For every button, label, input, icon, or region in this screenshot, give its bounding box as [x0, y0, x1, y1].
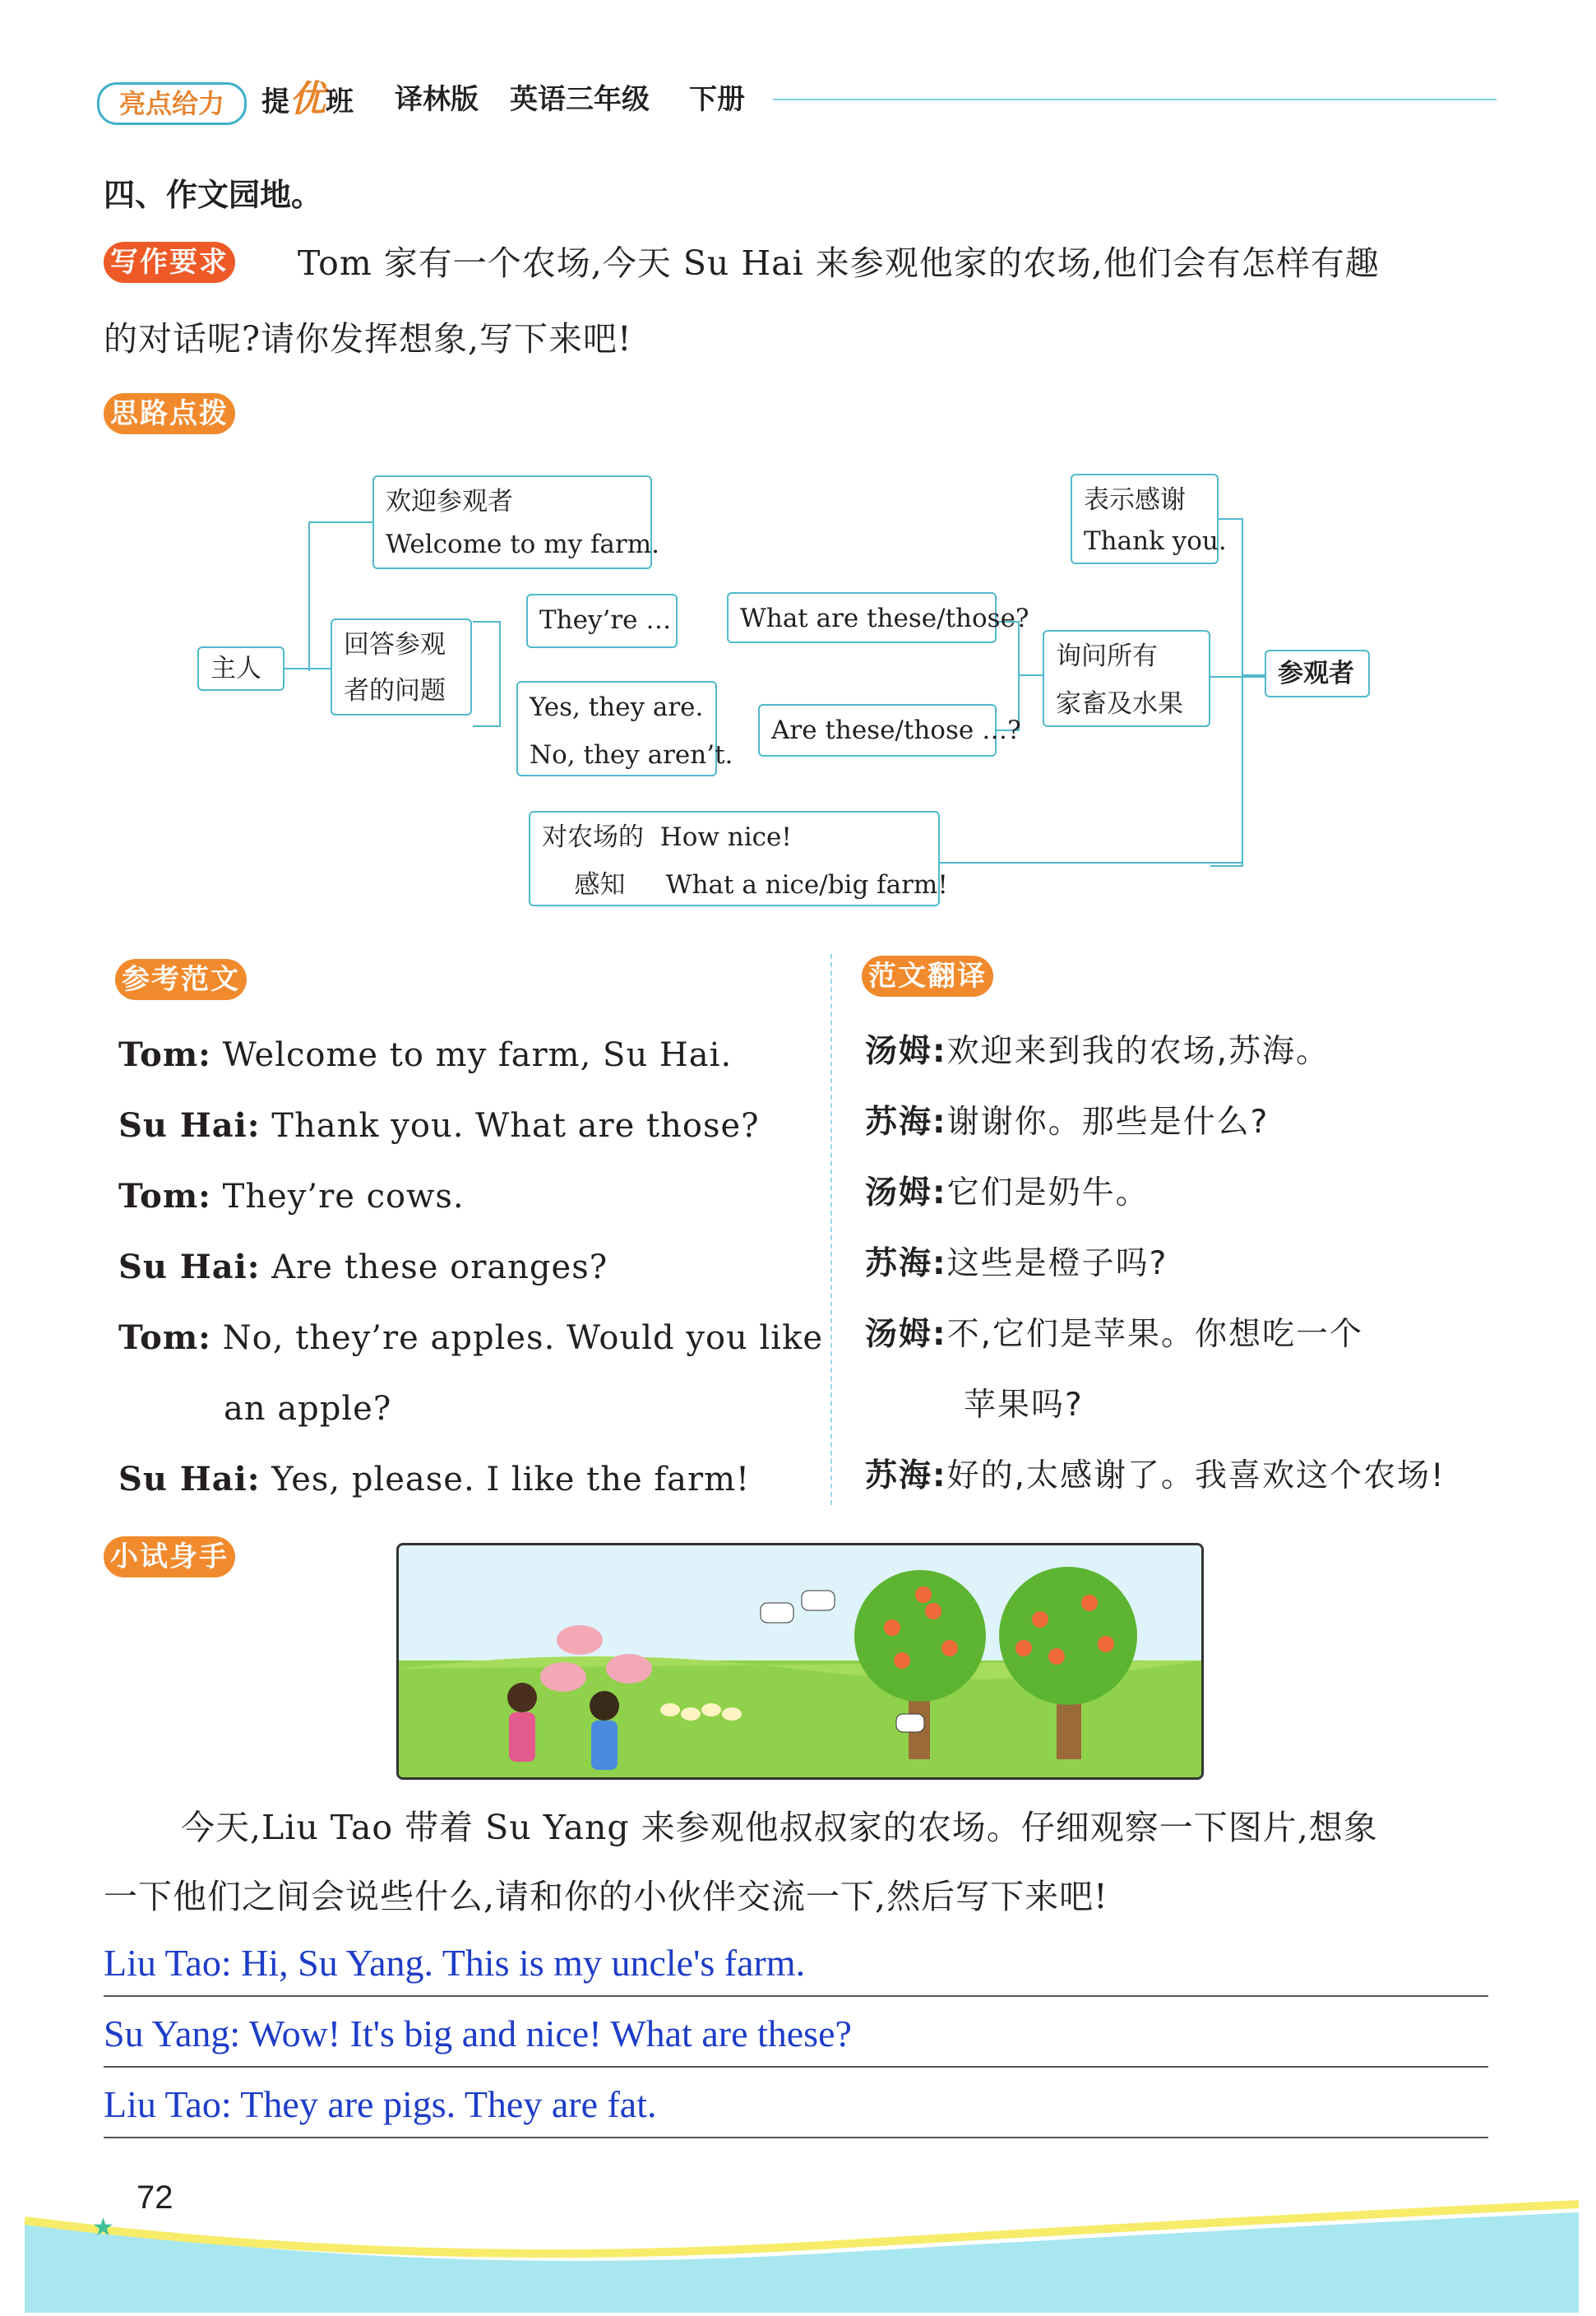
connector-visitor	[1210, 518, 1243, 867]
translation-tag	[862, 956, 993, 997]
node-ask-cn1: 询问所有	[1056, 642, 1158, 671]
header-rule	[773, 99, 1497, 100]
header-subject: 英语三年级	[510, 83, 650, 116]
hint-tag-label: 思路点拨	[104, 393, 235, 434]
practice-line-2: 一下他们之间会说些什么,请和你的小伙伴交流一下,然后写下来吧!	[104, 1877, 1108, 1916]
node-are-these	[758, 704, 1021, 757]
node-answer-cn2: 者的问题	[344, 676, 446, 706]
speaker: Tom:	[118, 1177, 211, 1216]
translation-line	[865, 1299, 1490, 1370]
requirement-tag-label: 写作要求	[104, 242, 235, 283]
node-theyre	[526, 594, 678, 648]
translation-tag-label: 范文翻译	[862, 956, 993, 997]
utterance: an apple?	[224, 1390, 392, 1428]
utterance: They’re cows.	[222, 1178, 465, 1216]
node-welcome-cn: 欢迎参观者	[386, 487, 513, 516]
brand-post: 班	[326, 86, 354, 118]
sample-line	[118, 1303, 826, 1373]
node-thanks-en: Thank you.	[1084, 526, 1227, 556]
node-visitor	[1265, 650, 1370, 697]
connector-perceive	[940, 862, 1242, 864]
practice-line-1: 今天,Liu Tao 带着 Su Yang 来参观他叔叔家的农场。仔细观察一下图片,想象	[181, 1808, 1378, 1847]
node-welcome	[372, 475, 659, 569]
brand-mid: 优	[289, 78, 326, 120]
node-no: No, they aren’t.	[530, 740, 733, 770]
hint-tag	[104, 393, 235, 434]
node-what-farm: What a nice/big farm!	[665, 870, 948, 900]
translation-line	[865, 1158, 1490, 1229]
node-thanks-cn: 表示感谢	[1084, 485, 1186, 515]
node-ask-cn2: 家畜及水果	[1056, 689, 1183, 719]
node-thanks	[1071, 474, 1227, 564]
translation-line	[865, 1087, 1490, 1158]
utterance: Welcome to my farm, Su Hai.	[222, 1036, 733, 1074]
requirement-line-2: 的对话呢?请你发挥想象,写下来吧!	[104, 319, 632, 359]
requirement-line-1: Tom 家有一个农场,今天 Su Hai 来参观他家的农场,他们会有怎样有趣	[298, 243, 1380, 283]
utterance: No, they’re apples. Would you like	[222, 1319, 823, 1357]
utterance: Thank you. What are those?	[271, 1107, 760, 1145]
practice-tag	[104, 1536, 235, 1577]
node-yes-no	[516, 681, 733, 776]
sample-line	[118, 1232, 826, 1303]
speaker: Tom:	[118, 1035, 211, 1074]
node-answer-cn1: 回答参观	[344, 630, 446, 660]
utterance: Yes, please. I like the farm!	[271, 1461, 751, 1498]
speaker: 汤姆:	[865, 1316, 947, 1353]
node-perceive-row1	[542, 813, 927, 862]
utterance: 这些是橙子吗?	[946, 1245, 1168, 1282]
connector-answer-branch	[473, 621, 501, 727]
node-perceive-cn2: 感知	[574, 870, 626, 900]
sample-line	[118, 1373, 826, 1444]
requirement-tag	[104, 242, 235, 283]
translation-line	[865, 1017, 1490, 1087]
node-visitor-label: 参观者	[1278, 659, 1354, 688]
sample-tag-label: 参考范文	[115, 959, 247, 1000]
connector-visitor-ask	[1209, 676, 1268, 678]
speaker: 苏海:	[865, 1104, 947, 1141]
utterance: 它们是奶牛。	[946, 1174, 1150, 1211]
node-theyre-label: They’re …	[539, 605, 672, 635]
header-volume: 下册	[689, 83, 745, 116]
answer-line-2[interactable]: Su Yang: Wow! It's big and nice! What are these?	[104, 2000, 1488, 2068]
node-host	[197, 646, 285, 691]
utterance: 欢迎来到我的农场,苏海。	[946, 1033, 1330, 1070]
answer-line-3[interactable]: Liu Tao: They are pigs. They are fat.	[104, 2071, 1488, 2138]
node-yes: Yes, they are.	[530, 692, 704, 722]
header-edition: 译林版	[395, 83, 479, 116]
sample-line	[118, 1444, 826, 1515]
connector-question-branch	[995, 621, 1020, 731]
practice-tag-label: 小试身手	[104, 1536, 235, 1577]
brand-pre: 提	[261, 86, 289, 118]
translation-dialogue	[865, 1017, 1490, 1512]
farm-illustration	[396, 1543, 1204, 1780]
utterance: 谢谢你。那些是什么?	[946, 1104, 1270, 1141]
svg-text:★: ★	[92, 2213, 114, 2242]
sample-dialogue	[118, 1020, 826, 1515]
sample-line	[118, 1091, 826, 1161]
node-perceive-cn1: 对农场的	[542, 822, 644, 852]
node-welcome-en: Welcome to my farm.	[386, 530, 659, 559]
header-brand	[261, 78, 354, 121]
header-badge: 亮点给力	[97, 82, 247, 125]
speaker: Tom:	[118, 1318, 211, 1357]
node-answer	[331, 618, 472, 716]
sample-line	[118, 1020, 826, 1091]
answer-line-1[interactable]: Liu Tao: Hi, Su Yang. This is my uncle's farm.	[104, 1929, 1488, 1997]
column-divider	[830, 954, 832, 1505]
footer-wave	[0, 2188, 1596, 2313]
node-perceive-row2	[542, 860, 948, 910]
sample-line	[118, 1161, 826, 1232]
utterance: 好的,太感谢了。我喜欢这个农场!	[946, 1457, 1446, 1494]
translation-line	[865, 1370, 1490, 1441]
section-title: 四、作文园地。	[104, 177, 323, 213]
footer-wave-graphic	[0, 2188, 1596, 2313]
node-host-label: 主人	[210, 654, 261, 683]
utterance: 苹果吗?	[964, 1387, 1084, 1424]
page-number: 72	[136, 2179, 173, 2216]
node-perceive	[529, 811, 948, 906]
speaker: Su Hai:	[118, 1248, 261, 1286]
node-what-are-label: What are these/those?	[740, 604, 1029, 633]
farm-scene	[399, 1545, 1201, 1777]
translation-line	[865, 1441, 1490, 1512]
node-ask	[1043, 630, 1210, 727]
sample-tag	[115, 959, 247, 1000]
connector-visitor-stub	[1242, 674, 1266, 676]
node-how-nice: How nice!	[659, 822, 792, 852]
node-what-are	[727, 592, 1029, 643]
speaker: 汤姆:	[865, 1033, 947, 1070]
speaker: 苏海:	[865, 1245, 947, 1282]
speaker: Su Hai:	[118, 1106, 261, 1145]
speaker: 汤姆:	[865, 1174, 947, 1211]
translation-line	[865, 1229, 1490, 1299]
connector-ask	[1020, 674, 1044, 676]
utterance: Are these oranges?	[271, 1248, 608, 1286]
speaker: Su Hai:	[118, 1460, 261, 1498]
speaker: 苏海:	[865, 1457, 947, 1494]
utterance: 不,它们是苹果。你想吃一个	[946, 1316, 1364, 1353]
node-are-these-label: Are these/those …?	[771, 716, 1021, 745]
